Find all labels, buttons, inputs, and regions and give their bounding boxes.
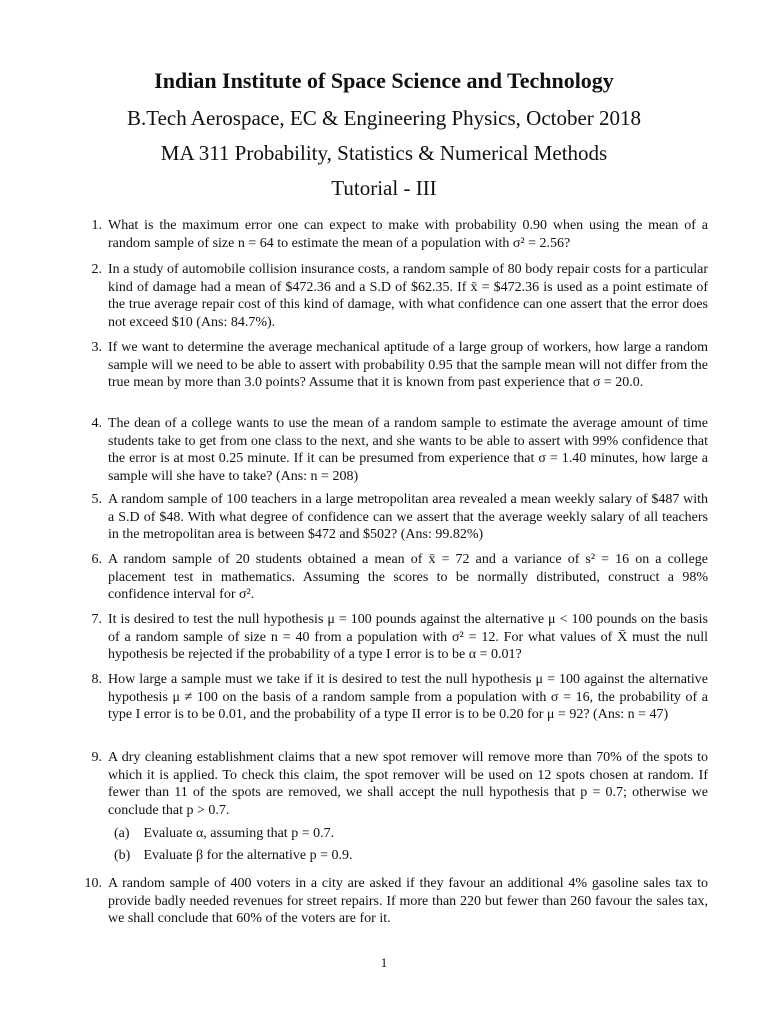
question-text: How large a sample must we take if it is desired to test the null hypothesis μ = 100 against the alternative hypothesis μ ≠ 100 on the basis of a random sample from a population with σ = 16, the probability of a type I error is to be 0.01, and the probability of a type II error is to be 0.20 for μ = 92? (Ans: n = 47) [108,672,708,722]
question-number: 5. [91,492,102,507]
page-number: 1 [380,955,388,970]
part-label: (b) [114,848,131,863]
question-7 [91,611,708,664]
tutorial-title: Tutorial - III [331,176,437,200]
question-text: What is the maximum error one can expect to make with probability 0.90 when using the mean of a random sample of size n = 64 to estimate the mean of a population with σ² = 2.56? [108,218,708,251]
question-9 [91,749,708,819]
program-subtitle: B.Tech Aerospace, EC & Engineering Physics, October 2018 [126,106,642,130]
question-text: If we want to determine the average mechanical aptitude of a large group of workers, how large a random sample will we need to be able to assert with probability 0.95 that the sample mean will not differ from the true mean by more than 3.0 points? Assume that it is known from past experience that σ = 20.0. [108,340,708,390]
question-number: 2. [91,262,102,277]
question-text: A dry cleaning establishment claims that a new spot remover will remove more than 70% of the spots to which it is applied. To check this claim, the spot remover will be used on 12 spots chosen at random. If fewer than 11 of the spots are removed, we shall accept the null hypothesis that p = 0.7; otherwise we conclude that p > 0.7. [108,750,708,818]
question-number: 8. [91,672,102,687]
question-6 [91,551,708,604]
question-number: 10. [84,876,102,891]
question-5 [91,491,708,544]
part-label: (a) [114,826,130,841]
question-text: A random sample of 20 students obtained a mean of x̄ = 72 and a variance of s² = 16 on a college placement test in mathematics. Assuming the scores to be normally distributed, construct a 98% confidence interval for σ². [108,552,708,602]
question-9-part-a [114,825,704,843]
part-text: Evaluate α, assuming that p = 0.7. [143,826,335,841]
question-text: In a study of automobile collision insurance costs, a random sample of 80 body repair costs for a particular kind of damage had a mean of $472.36 and a S.D of $62.35. If x̄ = $472.36 is used as a point estimate of the true average repair cost of this kind of damage, with what confidence can one assert that the error does not exceed $10 (Ans: 84.7%). [108,262,708,330]
institute-title: Indian Institute of Space Science and Technology [154,68,614,93]
question-10 [84,875,708,928]
question-1 [91,217,708,252]
question-number: 6. [91,552,102,567]
question-number: 4. [91,416,102,431]
question-text: It is desired to test the null hypothesis μ = 100 pounds against the alternative μ < 100 pounds on the basis of a random sample of size n = 40 from a population with σ² = 12. For what values of X̄ must the null hypothesis be rejected if the probability of a type I error is to be α = 0.01? [108,612,708,662]
question-text: A random sample of 100 teachers in a large metropolitan area revealed a mean weekly salary of $487 with a S.D of $48. With what degree of confidence can we assert that the average weekly salary of all teachers in the metropolitan area is between $472 and $502? (Ans: 99.82%) [108,492,708,542]
question-4 [91,415,708,485]
question-3 [91,339,708,392]
question-text: The dean of a college wants to use the mean of a random sample to estimate the average amount of time students take to get from one class to the next, and she wants to be able to assert with 99% confidence that the error is at most 0.25 minute. If it can be presumed from experience that σ = 1.40 minutes, how large a sample will she have to take? (Ans: n = 208) [108,416,708,484]
question-number: 7. [91,612,102,627]
question-number: 9. [91,750,102,765]
question-number: 1. [91,218,102,233]
question-2 [91,261,708,331]
question-number: 3. [91,340,102,355]
question-text: A random sample of 400 voters in a city are asked if they favour an additional 4% gasoline sales tax to provide badly needed revenues for street repairs. If more than 220 but fewer than 260 favour the sales tax, we shall conclude that 60% of the voters are for it. [108,876,708,926]
question-9-part-b [114,847,704,865]
course-title: MA 311 Probability, Statistics & Numerical Methods [160,141,608,165]
part-text: Evaluate β for the alternative p = 0.9. [143,848,353,863]
question-8 [91,671,708,724]
